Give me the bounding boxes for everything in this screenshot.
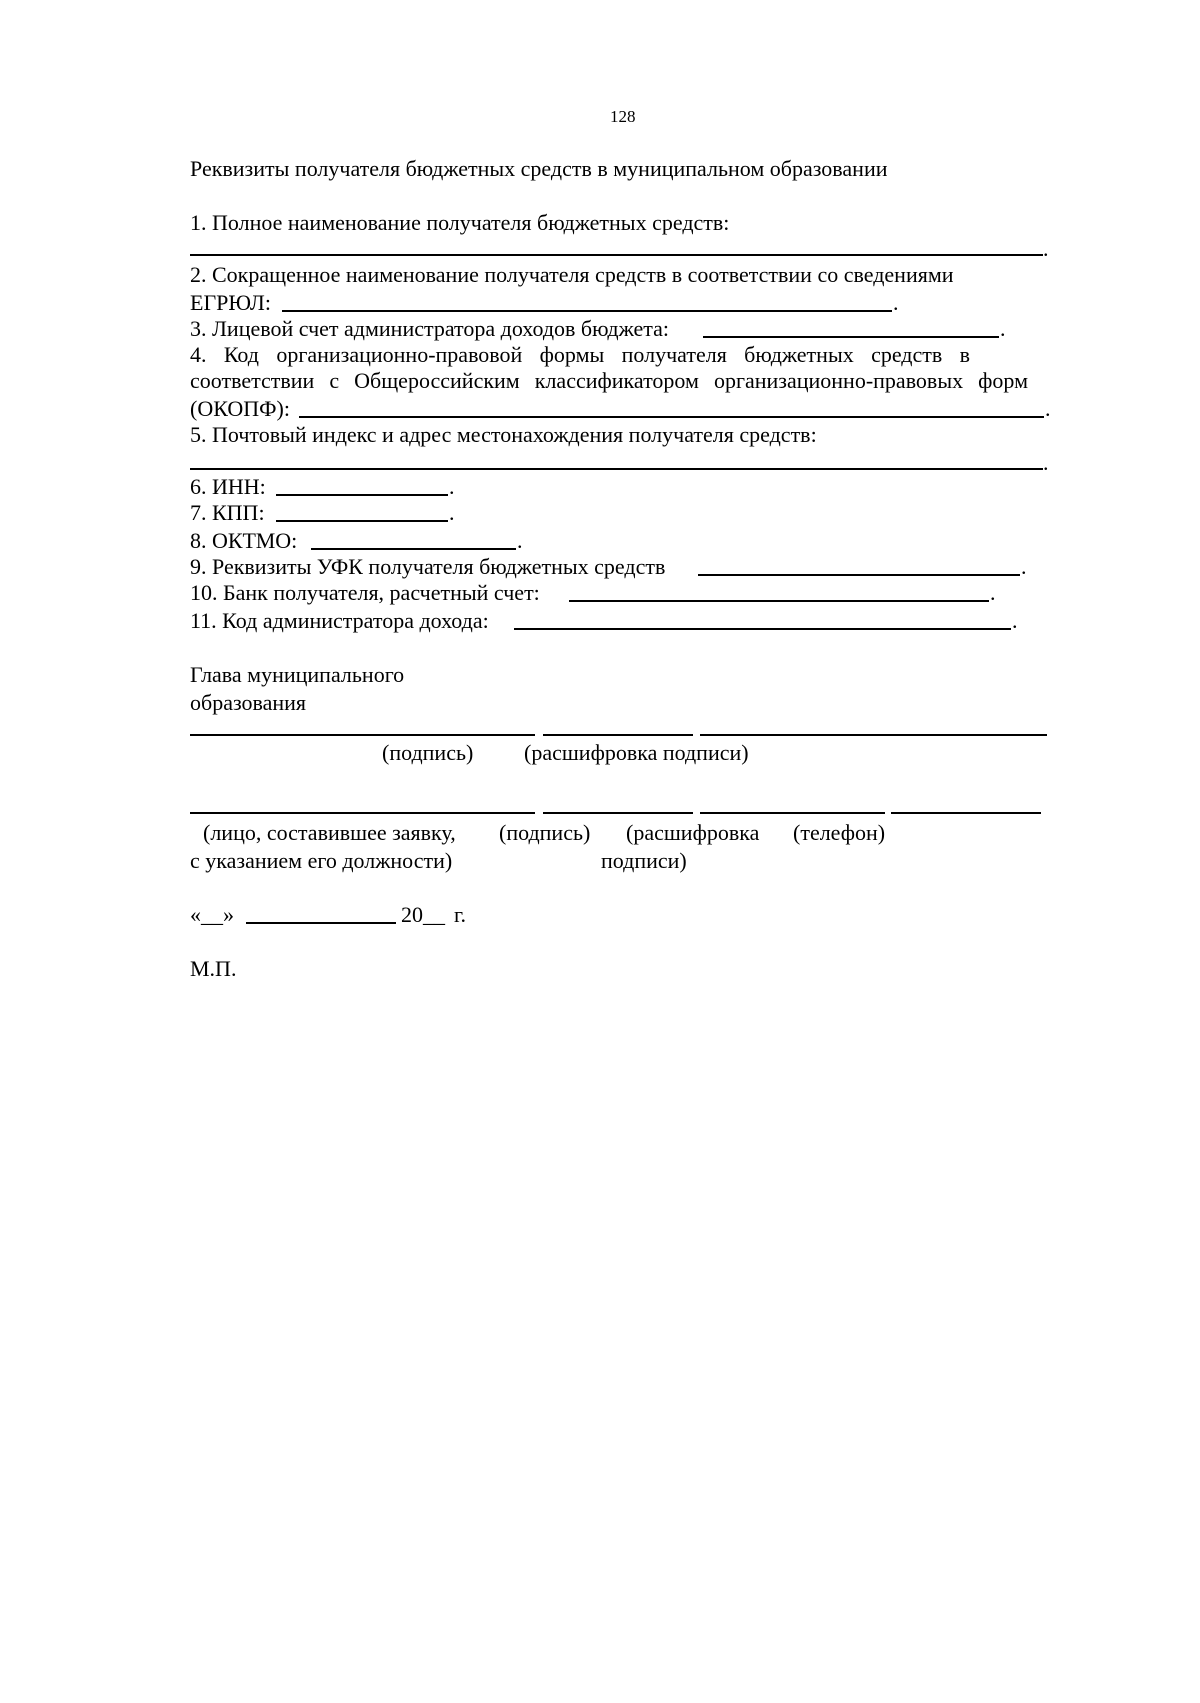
inn-field [276, 494, 448, 496]
oktmo-field [311, 548, 516, 550]
item-4-label-cont2: (ОКОПФ): [190, 396, 290, 421]
date-year: 20__ [401, 902, 445, 927]
head-decoding-line [700, 734, 1047, 736]
date-day: «__» [190, 902, 234, 927]
item-10-label: 10. Банк получателя, расчетный счет: [190, 580, 540, 605]
item-1-field [190, 254, 1043, 256]
item-4-label-cont: соответствии с Общероссийским классификатором организационно-правовых форм [190, 368, 1028, 393]
item-1-label: 1. Полное наименование получателя бюджетных средств: [190, 210, 730, 235]
item-9-label: 9. Реквизиты УФК получателя бюджетных средств [190, 554, 666, 579]
period: . [449, 500, 455, 525]
item-5-field [190, 468, 1043, 470]
head-title: Глава муниципального [190, 662, 405, 687]
head-signature-line [543, 734, 693, 736]
item-11-label: 11. Код администратора дохода: [190, 608, 489, 633]
period: . [1043, 450, 1049, 475]
date-year-suffix: г. [454, 902, 467, 927]
date-month-line [246, 922, 396, 924]
compiler-signature-caption: (подпись) [499, 820, 591, 845]
period: . [1012, 608, 1018, 633]
item-8-label: 8. ОКТМО: [190, 528, 298, 553]
period: . [1021, 554, 1027, 579]
period: . [1000, 316, 1006, 341]
item-4-field [299, 416, 1044, 418]
item-9-field [698, 574, 1020, 576]
head-signature-caption: (подпись) [382, 740, 474, 765]
head-decoding-caption: (расшифровка подписи) [524, 740, 749, 765]
item-3-field [703, 336, 999, 338]
compiler-decoding-line [700, 812, 885, 814]
compiler-decoding-caption: (расшифровка [626, 820, 760, 845]
compiler-phone-line [891, 812, 1041, 814]
period: . [517, 528, 523, 553]
item-10-field [569, 600, 989, 602]
period: . [1043, 236, 1049, 261]
period: . [449, 474, 455, 499]
page-title: Реквизиты получателя бюджетных средств в муниципальном образовании [190, 156, 888, 181]
item-5-label: 5. Почтовый индекс и адрес местонахождения получателя средств: [190, 422, 817, 447]
stamp-place: М.П. [190, 956, 237, 981]
compiler-person-caption-cont: с указанием его должности) [190, 848, 453, 873]
period: . [990, 580, 996, 605]
head-title-cont: образования [190, 690, 307, 715]
item-2-label: 2. Сокращенное наименование получателя средств в соответствии со сведениями [190, 262, 954, 287]
head-position-line [190, 734, 535, 736]
item-11-field [514, 628, 1011, 630]
item-2-label-cont: ЕГРЮЛ: [190, 290, 271, 315]
period: . [893, 290, 899, 315]
kpp-field [276, 520, 448, 522]
compiler-person-line [190, 812, 535, 814]
compiler-person-caption: (лицо, составившее заявку, [203, 820, 456, 845]
period: . [1045, 396, 1051, 421]
item-7-label: 7. КПП: [190, 500, 265, 525]
item-4-label: 4. Код организационно-правовой формы получателя бюджетных средств в [190, 342, 970, 367]
compiler-phone-caption: (телефон) [793, 820, 886, 845]
compiler-signature-line [543, 812, 693, 814]
item-6-label: 6. ИНН: [190, 474, 266, 499]
item-2-field [282, 310, 892, 312]
page-number: 128 [610, 107, 636, 126]
compiler-decoding-caption-cont: подписи) [601, 848, 687, 873]
item-3-label: 3. Лицевой счет администратора доходов бюджета: [190, 316, 670, 341]
